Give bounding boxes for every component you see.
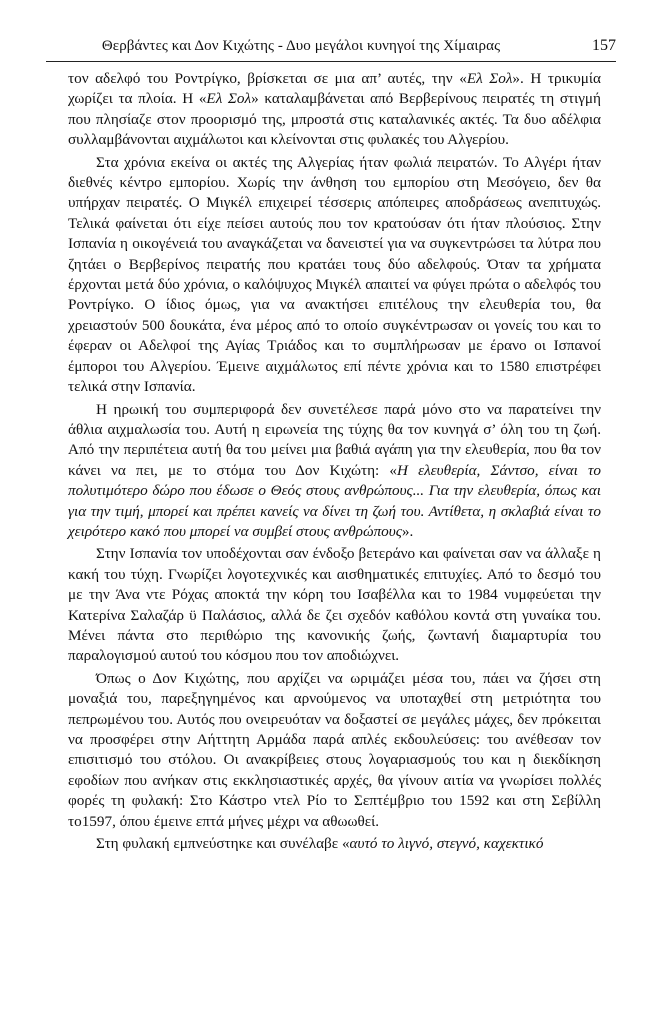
paragraph: [68, 69, 601, 151]
italic-text: αυτό το λιγνό, στεγνό, καχεκτικό: [349, 835, 544, 853]
text-run: Η ηρωική του συμπεριφορά δεν συνετέλεσε παρά μόνο στο να παρατείνει την άθλια αιχμαλωσία του. Αυτή η ειρωνεία της τύχης θα τον κυνηγά σ’ όλη του τη ζωή. Από την περιπέτεια αυτή θα του μείνει μια βαθιά αγάπη για την ελευθερία, που θα τον κάνει να πει, με το στόμα του Δον Κιχώτη: «: [68, 400, 601, 479]
text-run: » καταλαμβάνεται από Βερβερίνους πειρατές τη στιγμή που πλησίαζε στον προορισμό της, μπροστά στις καταλανικές ακτές. Τα δυο αδέλφια συλλαμβάνονται αιχμάλωτοι και κλείνονται στις φυλακές του Αλγερίου.: [68, 90, 601, 149]
text-run: Στην Ισπανία τον υποδέχονται σαν ένδοξο βετεράνο και φαίνεται σαν να άλλαξε η κακή του τύχη. Γνωρίζει λογοτεχνικές και αισθηματικές επιτυχίες. Από το δεσμό του με την Άνα ντε Ρόχας αποκτά την κόρη του Ισαβέλλα και το 1984 νυμφεύεται την Κατερίνα Σαλαζάρ ϋ Παλάσιος, αλλά δε ζει σχεδόν καθόλου κοντά στη γυναίκα του. Μένει πάντα στο περιθώριο της κανονικής ζωής, ζωντανή διαμαρτυρία του παραλογισμού αυτού του κόσμου που τον αποδιώχνει.: [68, 545, 601, 665]
text-run: Όπως ο Δον Κιχώτης, που αρχίζει να ωριμάζει μέσα του, πάει να ζήσει στη μοναξιά του, παρεξηγημένος και αρνούμενος να υποταχθεί στη μετριότητα του πεπρωμένου του. Αυτός που ονειρευόταν να δοξαστεί σε μεγάλες μάχες, δεν πρόκειται να προσφέρει στην Αήττητη Αρμάδα παρά απλές εκδουλεύσεις: του ανέθεσαν τον επισιτισμό του στόλου. Οι ανακρίβειες στους λογαριασμούς του και η διεκδίκηση εφοδίων που ανήκαν στις εκκλησιαστικές αρχές, θα γίνουν αιτία να γνωρίσει πολλές φορές τη φυλακή: Στο Κάστρο ντελ Ρίο το Σεπτέμβριο του 1592 και στη Σεβίλλη το1597, όπου έμεινε επτά μήνες μέχρι να αθωωθεί.: [68, 669, 601, 830]
paragraph: [68, 544, 601, 666]
text-run: Στη φυλακή εμπνεύστηκε και συνέλαβε «: [96, 835, 350, 853]
body-text: [68, 69, 601, 854]
paragraph: [68, 669, 601, 832]
text-run: Στα χρόνια εκείνα οι ακτές της Αλγερίας ήταν φωλιά πειρατών. Το Αλγέρι ήταν διεθνές κέντρο εμπορίου. Χωρίς την άνθηση του εμπορίου στη Μεσόγειο, δεν θα υπήρχαν πειρατές. Ο Μιγκέλ επιχειρεί τέσσερις απόπειρες αποδράσεως ανεπιτυχώς. Τελικά φαίνεται ότι είχε πείσει αυτούς που τον κρατούσαν ότι ήταν πλούσιος. Στην Ισπανία η οικογένειά του αναγκάζεται να δανειστεί για να συγκεντρώσει τα λύτρα που ζητάει ο Βερβερίνος πειρατής που κρατάει τους δύο αδελφούς. Όταν τα χρήματα έρχονται μετά δύο χρόνια, ο καλόψυχος Μιγκέλ απαιτεί να φύγει πρώτα ο αδελφός του Ροντρίγκο. Ο ίδιος όμως, για να ανακτήσει επιτέλους την ελευθερία του, θα χρειαστούν 500 δουκάτα, ένα μέρος από το οποίο συγκέντρωσαν οι γονείς του και το έφεραν οι Αδελφοί της Αγίας Τριάδος και το συμπλήρωσαν με έρανο οι Ισπανοί έμποροι του Αλγερίου. Έμεινε αιχμάλωτος επί πέντε χρόνια και το 1580 επιστρέφει τελικά στην Ισπανία.: [68, 153, 601, 396]
text-run: ». Η τρικυμία χωρίζει τα πλοία. Η «: [68, 70, 601, 108]
paragraph: [68, 400, 601, 543]
paragraph: [68, 834, 601, 854]
running-header: [46, 38, 616, 60]
italic-text: Η ελευθερία, Σάντσο, είναι το πολυτιμότερο δώρο που έδωσε ο Θεός στους ανθρώπους... Για την ελευθερία, όπως και για την τιμή, μπορεί και πρέπει κανείς να δίνει τη ζωή του. Αντίθετα, η σκλαβιά είναι το χειρότερο κακό που μπορεί να συμβεί στους ανθρώπους: [68, 461, 601, 540]
page-number: 157: [592, 37, 616, 54]
paragraph: [68, 153, 601, 398]
header-rule: [46, 61, 616, 62]
italic-text: Ελ Σολ: [206, 90, 252, 108]
text-run: τον αδελφό του Ροντρίγκο, βρίσκεται σε μια απ’ αυτές, την «: [68, 70, 467, 87]
text-run: ».: [401, 522, 414, 540]
italic-text: Ελ Σολ: [466, 70, 513, 87]
running-header-title: Θερβάντες και Δον Κιχώτης - Δυο μεγάλοι κυνηγοί της Χίμαιρας: [101, 38, 501, 54]
